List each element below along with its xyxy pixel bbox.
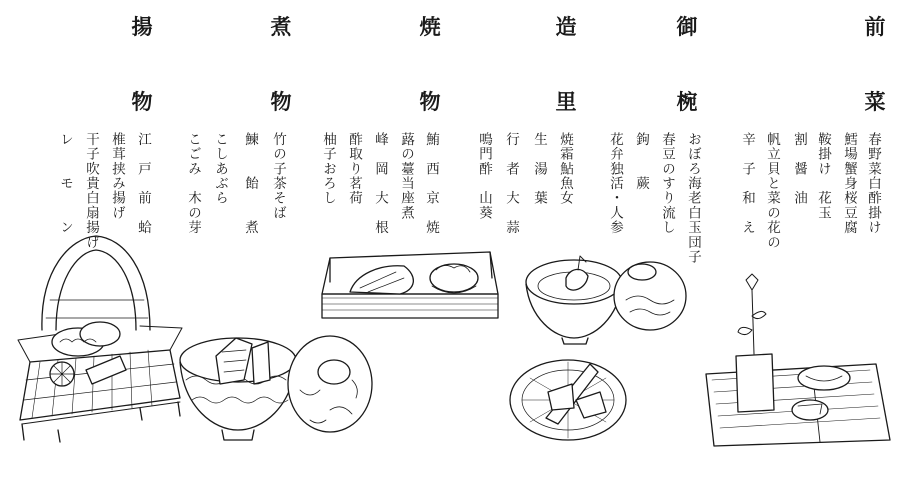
dish-text: 鳴門酢 山葵: [476, 132, 492, 221]
dish-text: 蕗の薹当座煮: [398, 132, 414, 221]
dish-text: 峰 岡 大 根: [372, 132, 388, 235]
dish-text: 春野菜白酢掛け: [865, 132, 881, 235]
dish-text: 鮪 西 京 焼: [423, 132, 439, 235]
dish-text: レ モ ン: [57, 132, 73, 235]
dish-text: 帆立貝と菜の花の: [764, 132, 780, 250]
dish-text: こごみ 木の芽: [185, 132, 201, 235]
dish-text: 江 戸 前 蛤: [135, 132, 151, 235]
dish-text: 行 者 大 蒜: [503, 132, 519, 235]
sashimi-plate-illustration: [510, 360, 626, 440]
dish-text: 鱈場蟹身桜豆腐: [841, 132, 857, 235]
dish-text: 鉤 蕨: [633, 132, 649, 191]
heading-agemono: 揚 物: [131, 14, 153, 114]
box-yakimono-illustration: [322, 252, 498, 318]
dish-text: 鞍掛け 花玉: [815, 132, 831, 221]
dish-text: 生 湯 葉: [531, 132, 547, 206]
dish-text: 割 醤 油: [791, 132, 807, 206]
lidded-bowl-nimono-illustration: [180, 336, 372, 440]
dish-text: 焼霜鮎魚女: [557, 132, 573, 206]
dish-text: 春豆のすり流し: [659, 132, 675, 235]
heading-zensai: 前 菜: [864, 14, 886, 114]
heading-owan: 御 椀: [676, 14, 698, 114]
dish-text: 鰊 飴 煮: [242, 132, 258, 235]
heading-nimono: 煮 物: [270, 14, 292, 114]
dish-text: 柚子おろし: [320, 132, 336, 206]
soup-bowl-illustration: [526, 256, 686, 344]
dish-text: 酢取り茗荷: [346, 132, 362, 206]
dish-text: 椎茸挟み揚げ: [109, 132, 125, 221]
dish-text: 辛 子 和 え: [739, 132, 755, 235]
dish-text: 竹の子茶そば: [270, 132, 286, 221]
dish-text: こしあぶら: [212, 132, 228, 206]
tray-zensai-illustration: [706, 274, 890, 446]
dish-text: 干子吹貴白扇揚げ: [83, 132, 99, 250]
basket-tempura-illustration: [18, 236, 182, 442]
heading-yakimono: 焼 物: [419, 14, 441, 114]
dish-text: おぼろ海老白玉団子: [685, 132, 701, 265]
dish-text: 花弁独活・人参: [607, 132, 623, 235]
heading-tsukuri: 造 里: [555, 14, 577, 114]
